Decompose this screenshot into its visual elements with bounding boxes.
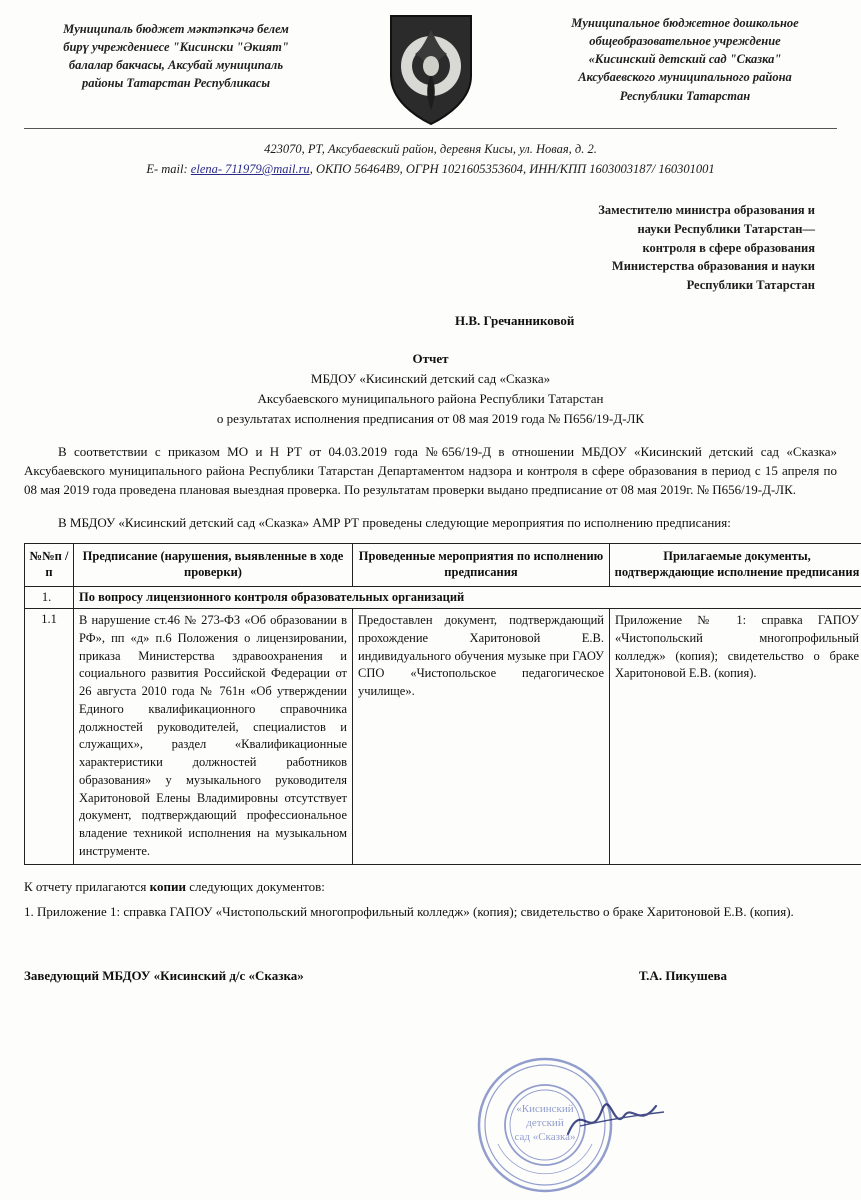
attachments-intro: [24, 877, 837, 897]
letterhead-tatar-block: [26, 12, 326, 93]
section-number: 1.: [25, 587, 74, 609]
addressee-line: Республики Татарстан: [686, 278, 815, 292]
addressee-block: [0, 201, 833, 295]
title-subline: Аксубаевского муниципального района Республики Татарстан: [257, 391, 604, 407]
addressee-line: контроля в сфере образования: [642, 240, 815, 255]
intro-paragraph-2: В МБДОУ «Кисинский детский сад «Сказка» АМР РТ проведены следующие мероприятия по исполнению предписания:: [58, 514, 731, 530]
header-divider: [24, 128, 837, 129]
letterhead-russian-line: «Кисинский детский сад "Сказка": [588, 52, 782, 67]
table-row: [25, 609, 861, 865]
letterhead-russian-line: общеобразовательное учреждение: [589, 34, 781, 49]
svg-text:сад «Сказка»: сад «Сказка»: [514, 1131, 576, 1143]
letterhead-russian-line: Аксубаевского муниципального района: [578, 70, 792, 85]
attachments-suffix: следующих документов:: [185, 878, 325, 894]
table-header-row: [25, 543, 861, 587]
intro-paragraph-1: В соответствии с приказом МО и Н РТ от 04.03.2019 года №656/19-Д в отношении МБДОУ «Кисинский детский сад «Сказка» Аксубаевского муниципального района Республики Татарстан Департаментом надзора и контроля в сфере образования в период с 15 апреля по 08 мая 2019 года проведена плановая выездная проверка. По результатам проверки выдано предписание от 08 мая 2019г. № П656/19-Д-ЛК.: [24, 444, 837, 497]
addressee-name: Н.В. Гречанниковой: [455, 312, 575, 328]
letterhead-russian-line: Республики Татарстан: [619, 88, 751, 103]
attachment-list-item: 1. Приложение 1: справка ГАПОУ «Чистопольский многопрофильный колледж» (копия); свидетельство о браке Харитоновой Е.В. (копия).: [24, 904, 794, 920]
address-contact-line: [0, 159, 861, 179]
letterhead-tatar-line: Муниципаль бюджет мәктәпкәчә белем: [63, 22, 289, 36]
row-number: 1.1: [25, 609, 74, 865]
coat-of-arms-icon: [385, 14, 477, 124]
letterhead-russian-block: [535, 12, 835, 105]
attachments-prefix: К отчету прилагаются: [24, 878, 150, 894]
letterhead-tatar-line: балалар бакчасы, Аксубай муниципаль: [68, 58, 284, 73]
email-link[interactable]: elena- 711979@mail.ru: [190, 162, 310, 176]
letterhead-tatar-line: бирү учреждениесе "Кисински "Әкият": [63, 40, 289, 55]
column-header-measures: Проведенные мероприятия по исполнению предписания: [353, 543, 610, 587]
document-title-block: [0, 349, 861, 430]
row-prescription: В нарушение ст.46 № 273-ФЗ «Об образовании в РФ», пп «д» п.6 Положения о лицензировании, приказа Министерства здравоохранения и социального развития Российской Федерации от 26 августа 2010 года № 761н «Об утверждении Единого квалификационного справочника должностей руководителей, специалистов и служащих», раздел «Квалификационные характеристики должностей работников образования» у музыкального руководителя Харитоновой Елены Владимировны отсутствует документ, подтверждающий профессиональное владение техникой исполнения на музыкальном инструменте.: [74, 609, 353, 865]
letterhead-russian-line: Муниципальное бюджетное дошкольное: [571, 16, 799, 30]
table-section-row: [25, 587, 861, 609]
page-title: Отчет: [412, 350, 449, 366]
signature-row: [24, 968, 837, 984]
column-header-documents: Прилагаемые документы, подтверждающие исполнение предписания: [610, 543, 861, 587]
column-header-number: №№п /п: [25, 543, 74, 587]
measures-table: [24, 543, 861, 865]
organization-address: [0, 139, 861, 179]
svg-text:«Кисинский: «Кисинский: [516, 1103, 574, 1115]
letterhead-tatar-line: районы Татарстан Республикасы: [81, 76, 271, 91]
addressee-line: Заместителю министра образования и: [598, 203, 815, 217]
attachments-bold: копии: [149, 878, 186, 894]
svg-text:детский: детский: [526, 1117, 564, 1129]
title-subline: о результатах исполнения предписания от 08 мая 2019 года № П656/19-Д-ЛК: [216, 411, 645, 427]
handwritten-signature: [560, 1090, 680, 1150]
addressee-line: Министерства образования и науки: [611, 259, 815, 274]
address-line: 423070, РТ, Аксубаевский район, деревня Кисы, ул. Новая, д. 2.: [264, 142, 597, 156]
row-documents: Приложение № 1: справка ГАПОУ «Чистопольский многопрофильный колледж» (копия); свидетельство о браке Харитоновой Е.В. (копия).: [610, 609, 861, 865]
row-measures: Предоставлен документ, подтверждающий прохождение Харитоновой Е.В. индивидуального обучения музыке при ГАОУ СПО «Чистопольское педагогическое училище».: [353, 609, 610, 865]
section-label: По вопросу лицензионного контроля образовательных организаций: [74, 587, 861, 609]
addressee-line: науки Республики Татарстан—: [637, 221, 815, 236]
signature-name: Т.А. Пикушева: [638, 967, 727, 983]
title-subline: МБДОУ «Кисинский детский сад «Сказка»: [310, 370, 551, 386]
registry-codes: , ОКПО 56464В9, ОГРН 1021605353604, ИНН/КПП 1603003187/ 160301001: [309, 162, 715, 176]
signature-position: Заведующий МБДОУ «Кисинский д/с «Сказка»: [24, 967, 304, 983]
letterhead: [0, 0, 861, 124]
column-header-prescription: Предписание (нарушения, выявленные в ходе проверки): [74, 543, 353, 587]
email-label: E- mail:: [146, 162, 191, 176]
